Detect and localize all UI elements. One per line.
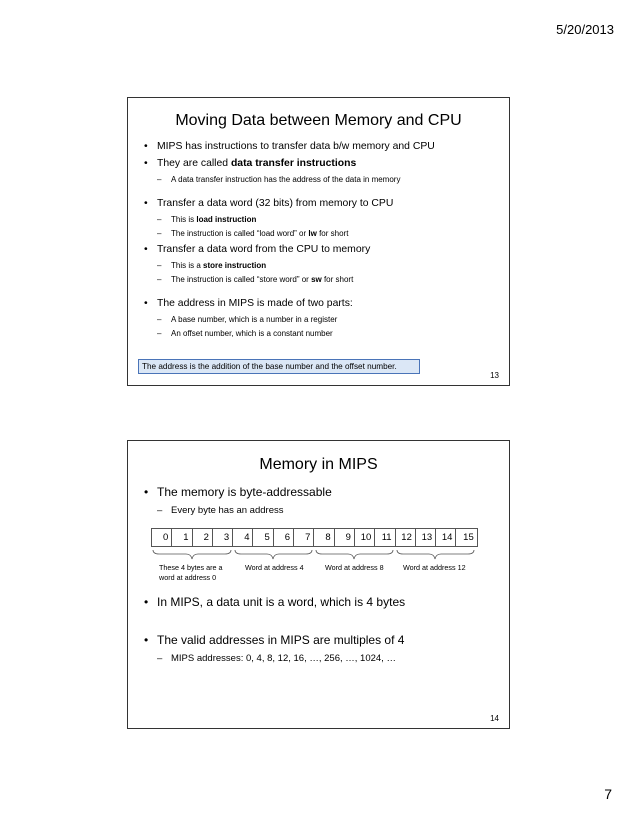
word-brace: [153, 550, 231, 559]
memory-byte-cell: 10: [355, 529, 375, 546]
bullet-item: • The valid addresses in MIPS are multiples of 4 – MIPS addresses: 0, 4, 8, 12, 16, …, 256, …, 1024, …: [144, 633, 503, 665]
word-label: Word at address 8: [325, 563, 384, 572]
bullet-item: • Transfer a data word from the CPU to memory – This is a store instruction – The instruction is called “store word” or sw for short: [144, 243, 503, 285]
memory-byte-cell: 15: [463, 532, 474, 543]
word-brace: [235, 550, 312, 559]
memory-byte-cell: 7: [294, 529, 314, 546]
slide-13: [127, 97, 510, 386]
slide-bullets: [144, 633, 503, 668]
memory-byte-cell: 13: [416, 529, 436, 546]
memory-byte-cell: 2: [193, 529, 213, 546]
word-label: These 4 bytes are a word at address 0: [159, 563, 223, 582]
sub-bullet-item: – MIPS addresses: 0, 4, 8, 12, 16, …, 256, …, 1024, …: [157, 652, 503, 665]
word-brace: [397, 550, 474, 559]
memory-byte-cell: 5: [253, 529, 273, 546]
memory-byte-cell: 14: [436, 529, 456, 546]
sub-bullet-item: – The instruction is called “load word” or lw for short: [157, 228, 503, 239]
slide-title: Memory in MIPS: [259, 456, 378, 473]
word-braces: [151, 549, 481, 563]
slide-title: Moving Data between Memory and CPU: [175, 112, 462, 129]
sub-bullet-item: – Every byte has an address: [157, 504, 503, 517]
slide-bullets: [144, 140, 503, 343]
callout-box: The address is the addition of the base number and the offset number.: [138, 359, 420, 374]
page-number: 7: [604, 786, 612, 802]
bullet-item: • In MIPS, a data unit is a word, which is 4 bytes: [144, 595, 503, 610]
sub-bullet-item: – This is load instruction: [157, 214, 503, 225]
bullet-item: • The memory is byte-addressable – Every byte has an address: [144, 485, 503, 517]
bullet-item: • Transfer a data word (32 bits) from memory to CPU – This is load instruction – The instruction is called “load word” or lw for short: [144, 197, 503, 239]
sub-bullet-item: – A base number, which is a number in a register: [157, 314, 503, 325]
bullet-item: • MIPS has instructions to transfer data b/w memory and CPU: [144, 140, 503, 153]
slide-number: 14: [490, 714, 499, 723]
slide-number: 13: [490, 371, 499, 380]
sub-bullet-item: – The instruction is called “store word” or sw for short: [157, 274, 503, 285]
memory-byte-cell: 4: [233, 529, 253, 546]
memory-byte-cell: 3: [213, 529, 233, 546]
sub-bullet-item: – This is a store instruction: [157, 260, 503, 271]
page-date: 5/20/2013: [556, 22, 614, 37]
bullet-item: • They are called data transfer instructions – A data transfer instruction has the address of the data in memory: [144, 157, 503, 185]
memory-byte-cell: 1: [172, 529, 192, 546]
memory-byte-cell: 8: [314, 529, 334, 546]
memory-byte-cell: 11: [375, 529, 395, 546]
memory-byte-cell: 0: [152, 529, 172, 546]
slide-bullets: [144, 595, 503, 610]
memory-byte-cell: 6: [274, 529, 294, 546]
sub-bullet-item: – A data transfer instruction has the address of the data in memory: [157, 174, 503, 185]
memory-byte-cell: 9: [335, 529, 355, 546]
memory-byte-row: [151, 528, 478, 547]
sub-bullet-item: – An offset number, which is a constant number: [157, 328, 503, 339]
bullet-item: • The address in MIPS is made of two parts: – A base number, which is a number in a register – An offset number, which is a constant number: [144, 297, 503, 339]
slide-bullets: [144, 485, 503, 520]
word-brace: [316, 550, 393, 559]
word-label: Word at address 4: [245, 563, 304, 572]
word-label: Word at address 12: [403, 563, 466, 572]
slide-14: [127, 440, 510, 729]
memory-byte-cell: 12: [396, 529, 416, 546]
